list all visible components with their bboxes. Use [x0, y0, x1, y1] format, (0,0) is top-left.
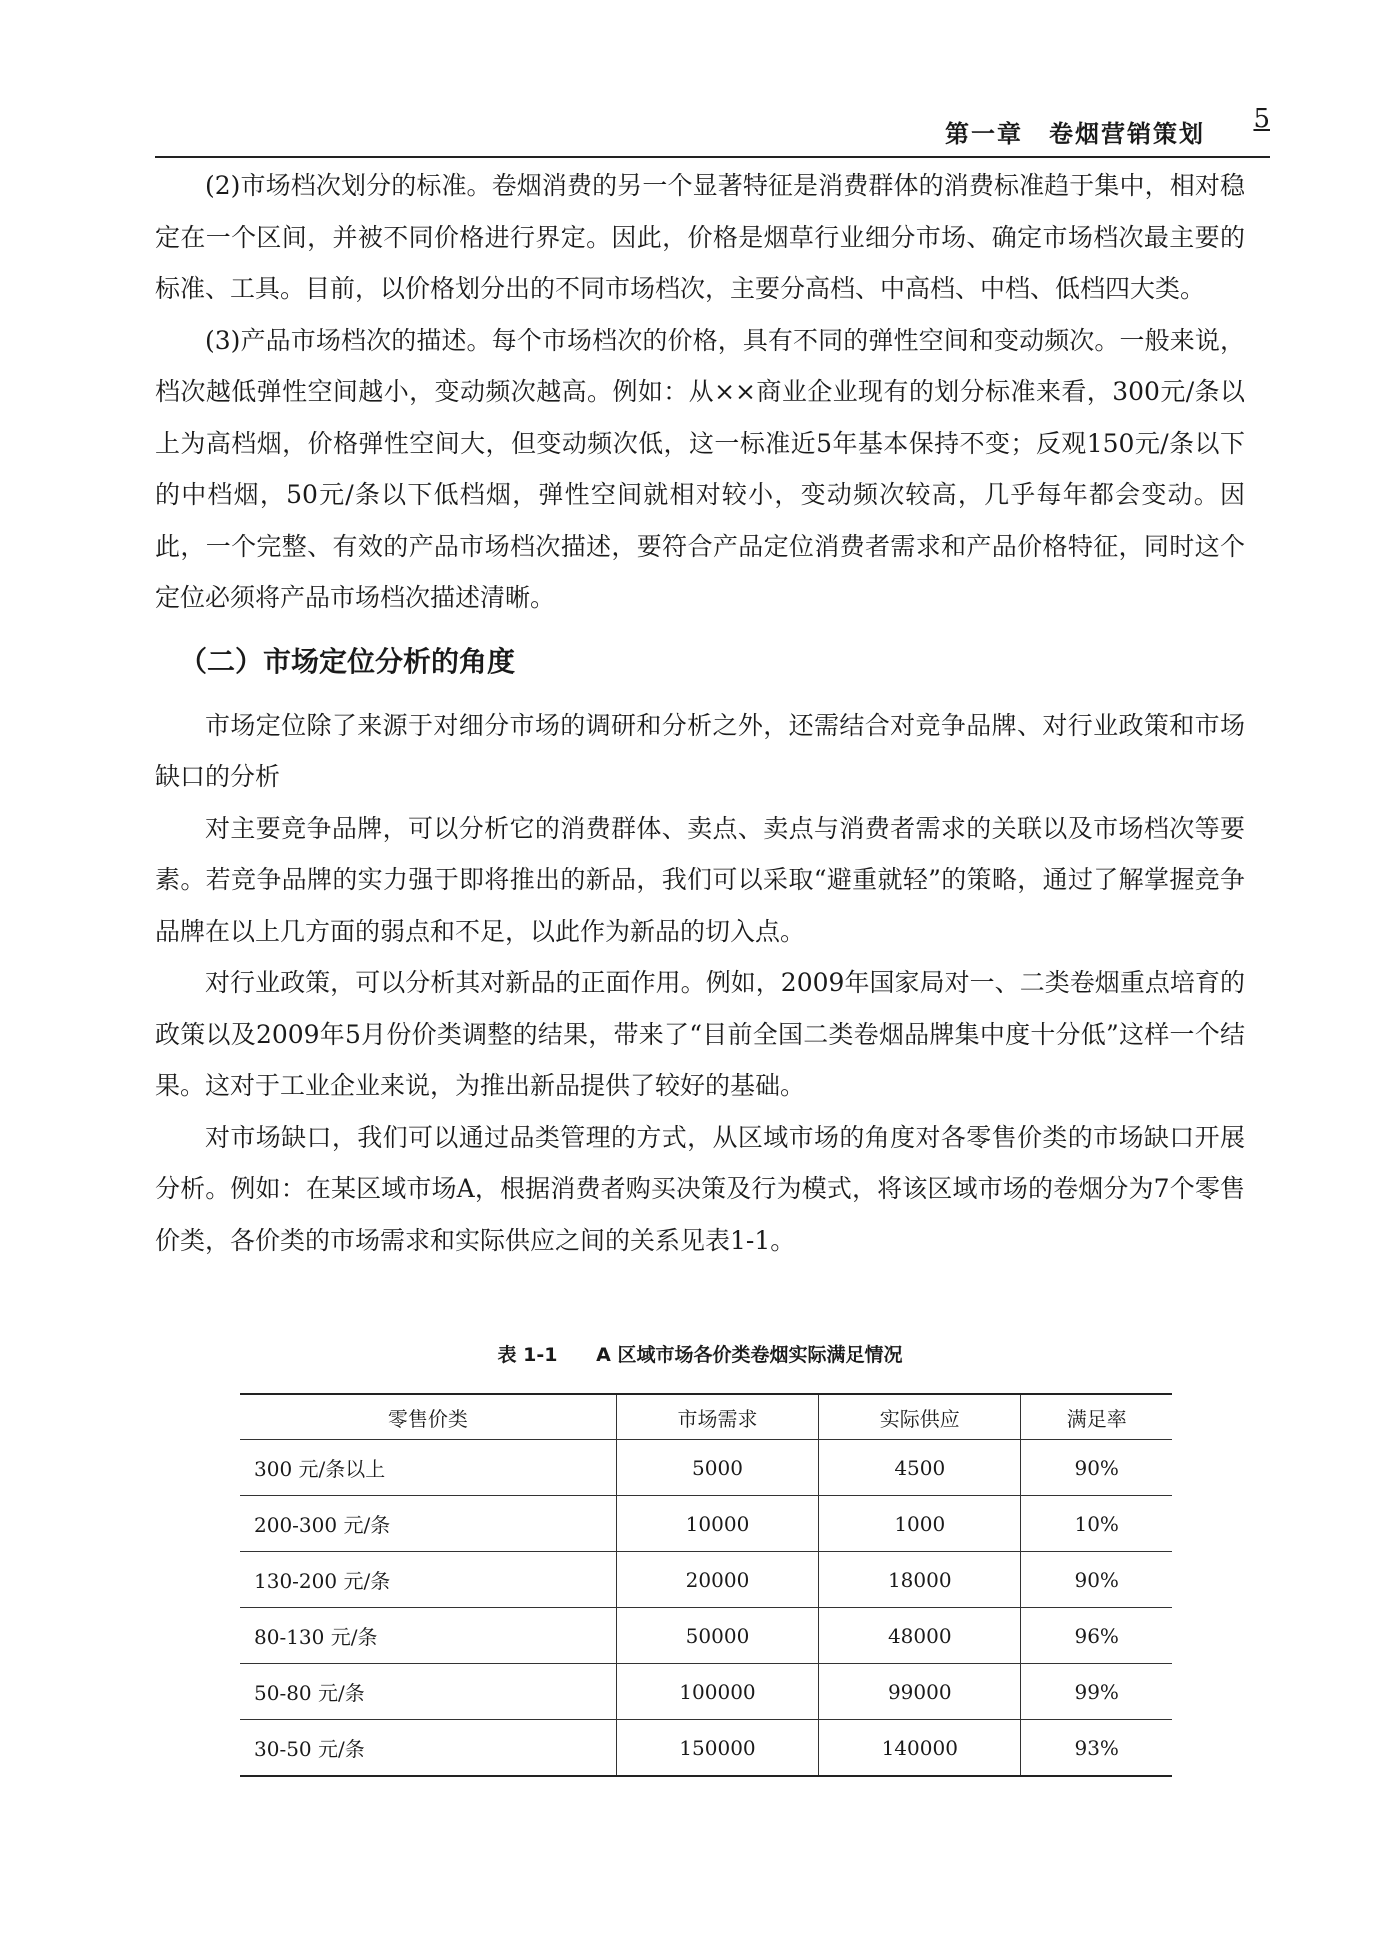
paragraph: 对行业政策，可以分析其对新品的正面作用。例如，2009年国家局对一、二类卷烟重点培育的政策以及2009年5月份价类调整的结果，带来了“目前全国二类卷烟品牌集中度十分低”这样一个结果。这对于工业企业来说，为推出新品提供了较好的基础。 — [155, 968, 1245, 1100]
table-title: A 区域市场各价类卷烟实际满足情况 — [596, 1344, 903, 1366]
column-header: 满足率 — [1021, 1394, 1172, 1440]
table-cell: 50-80 元/条 — [240, 1664, 616, 1720]
table-row — [240, 1552, 1172, 1608]
table-cell: 50000 — [616, 1608, 818, 1664]
table-cell: 90% — [1021, 1552, 1172, 1608]
table-row — [240, 1440, 1172, 1496]
table-cell: 99% — [1021, 1664, 1172, 1720]
running-header — [155, 100, 1270, 158]
table-cell: 150000 — [616, 1720, 818, 1777]
chapter-title: 第一章 卷烟营销策划 — [945, 120, 1205, 148]
paragraph: 对主要竞争品牌，可以分析它的消费群体、卖点、卖点与消费者需求的关联以及市场档次等要素。若竞争品牌的实力强于即将推出的新品，我们可以采取“避重就轻”的策略，通过了解掌握竞争品牌在以上几方面的弱点和不足，以此作为新品的切入点。 — [155, 813, 1245, 946]
column-header: 实际供应 — [819, 1394, 1021, 1440]
table-cell: 300 元/条以上 — [240, 1440, 616, 1496]
table-cell: 90% — [1021, 1440, 1172, 1496]
table-cell: 200-300 元/条 — [240, 1496, 616, 1552]
paragraph: (3)产品市场档次的描述。每个市场档次的价格，具有不同的弹性空间和变动频次。一般来说，档次越低弹性空间越小，变动频次越高。例如：从××商业企业现有的划分标准来看，300元/条以上为高档烟，价格弹性空间大，但变动频次低，这一标准近5年基本保持不变；反观150元/条以下的中档烟，50元/条以下低档烟，弹性空间就相对较小，变动频次较高，几乎每年都会变动。因此，一个完整、有效的产品市场档次描述，要符合产品定位消费者需求和产品价格特征，同时这个定位必须将产品市场档次描述清晰。 — [155, 325, 1245, 612]
table-cell: 30-50 元/条 — [240, 1720, 616, 1777]
column-header: 零售价类 — [240, 1394, 616, 1440]
table-cell: 96% — [1021, 1608, 1172, 1664]
table-cell: 20000 — [616, 1552, 818, 1608]
table-cell: 130-200 元/条 — [240, 1552, 616, 1608]
table-cell: 4500 — [819, 1440, 1021, 1496]
data-table — [240, 1393, 1172, 1777]
column-header: 市场需求 — [616, 1394, 818, 1440]
table-cell: 93% — [1021, 1720, 1172, 1777]
table-cell: 1000 — [819, 1496, 1021, 1552]
table-cell: 80-130 元/条 — [240, 1608, 616, 1664]
paragraph: (2)市场档次划分的标准。卷烟消费的另一个显著特征是消费群体的消费标准趋于集中，相对稳定在一个区间，并被不同价格进行界定。因此，价格是烟草行业细分市场、确定市场档次最主要的标准、工具。目前，以价格划分出的不同市场档次，主要分高档、中高档、中档、低档四大类。 — [155, 171, 1245, 303]
table-row — [240, 1720, 1172, 1777]
table-number: 表 1-1 — [497, 1344, 558, 1366]
table-cell: 99000 — [819, 1664, 1021, 1720]
table-header-row — [240, 1394, 1172, 1440]
paragraph: 市场定位除了来源于对细分市场的调研和分析之外，还需结合对竞争品牌、对行业政策和市场缺口的分析 — [155, 710, 1245, 791]
table-cell: 5000 — [616, 1440, 818, 1496]
table-cell: 100000 — [616, 1664, 818, 1720]
paragraph: 对市场缺口，我们可以通过品类管理的方式，从区域市场的角度对各零售价类的市场缺口开展分析。例如：在某区域市场A，根据消费者购买决策及行为模式，将该区域市场的卷烟分为7个零售价类，各价类的市场需求和实际供应之间的关系见表1-1。 — [155, 1122, 1245, 1255]
body-text — [155, 160, 1245, 1266]
table-cell: 10% — [1021, 1496, 1172, 1552]
table-cell: 18000 — [819, 1552, 1021, 1608]
table-cell: 48000 — [819, 1608, 1021, 1664]
table-row — [240, 1664, 1172, 1720]
table-cell: 140000 — [819, 1720, 1021, 1777]
table-row — [240, 1496, 1172, 1552]
table-row — [240, 1608, 1172, 1664]
table-cell: 10000 — [616, 1496, 818, 1552]
page-number: 5 — [1253, 104, 1270, 134]
section-heading: （二）市场定位分析的角度 — [179, 644, 516, 678]
table-caption — [155, 1340, 1245, 1367]
